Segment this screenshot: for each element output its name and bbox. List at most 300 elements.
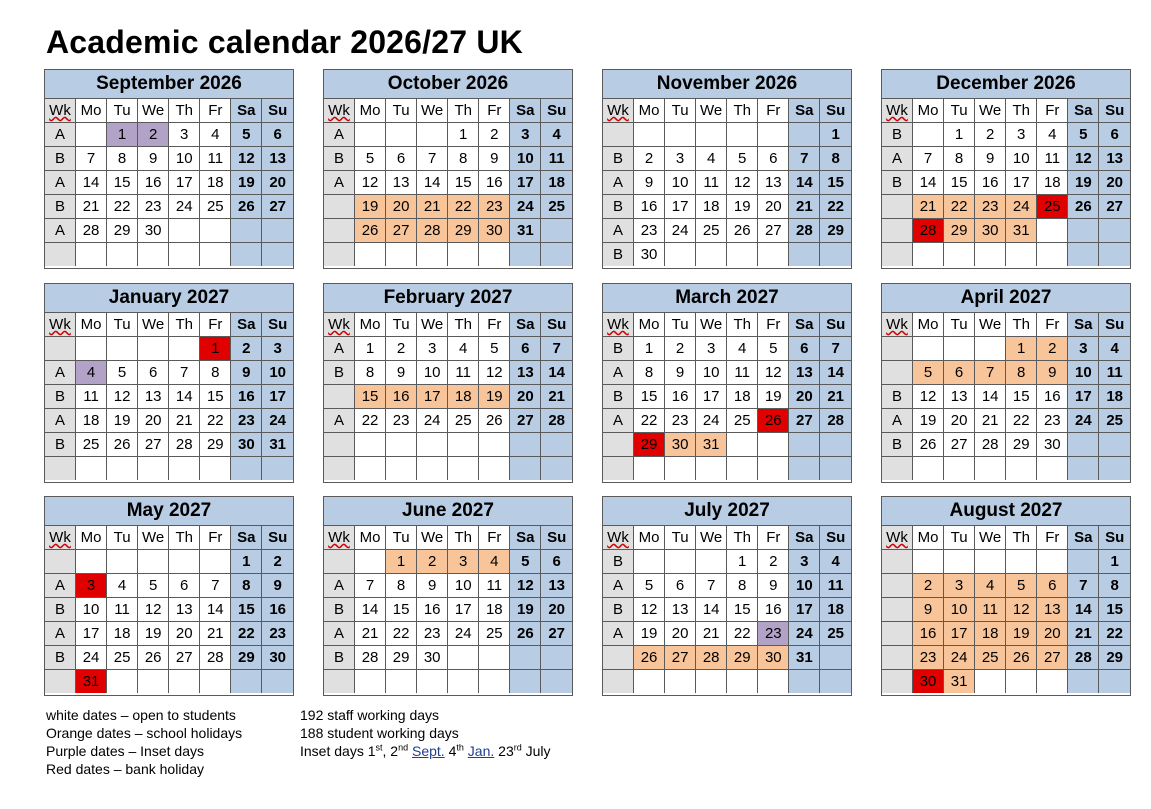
month-block	[602, 69, 852, 269]
day-cell: 21	[417, 195, 448, 219]
day-cell	[479, 457, 510, 481]
weekday-header: Th	[727, 526, 758, 550]
day-cell: 19	[107, 409, 138, 433]
week-row	[882, 147, 1130, 171]
legend-purple: Purple dates – Inset days	[46, 743, 204, 759]
week-type: A	[603, 409, 634, 433]
day-cell: 3	[76, 574, 107, 598]
weekday-header: Su	[262, 313, 293, 337]
day-cell: 18	[1099, 385, 1130, 409]
day-cell	[727, 243, 758, 267]
week-type: B	[882, 385, 913, 409]
legend-orange: Orange dates – school holidays	[46, 725, 243, 741]
day-cell: 6	[758, 147, 789, 171]
day-cell: 27	[1099, 195, 1130, 219]
week-row	[882, 361, 1130, 385]
month-title: October 2026	[324, 70, 572, 99]
day-cell	[1037, 550, 1068, 574]
day-cell: 8	[727, 574, 758, 598]
day-cell: 23	[262, 622, 293, 646]
day-cell: 9	[262, 574, 293, 598]
day-cell: 23	[1037, 409, 1068, 433]
day-cell: 29	[386, 646, 417, 670]
day-cell	[448, 646, 479, 670]
week-row	[882, 433, 1130, 457]
day-cell: 1	[200, 337, 231, 361]
day-cell: 25	[1037, 195, 1068, 219]
weekday-header: Fr	[200, 99, 231, 123]
week-row	[603, 171, 851, 195]
day-cell: 9	[1037, 361, 1068, 385]
week-row	[882, 195, 1130, 219]
day-cell: 11	[200, 147, 231, 171]
weekday-header: We	[138, 313, 169, 337]
weekday-header: Mo	[634, 313, 665, 337]
day-cell: 12	[107, 385, 138, 409]
week-type	[324, 550, 355, 574]
day-cell: 21	[820, 385, 851, 409]
day-cell: 8	[355, 361, 386, 385]
weekday-header: Fr	[758, 526, 789, 550]
legend-white: white dates – open to students	[46, 707, 236, 723]
student-working-days: 188 student working days	[300, 725, 459, 741]
day-cell: 16	[975, 171, 1006, 195]
day-cell	[1037, 243, 1068, 267]
week-row	[882, 670, 1130, 694]
day-cell: 27	[169, 646, 200, 670]
day-cell: 16	[479, 171, 510, 195]
weekday-header: Fr	[200, 526, 231, 550]
day-cell	[479, 433, 510, 457]
day-cell: 8	[944, 147, 975, 171]
week-row	[324, 409, 572, 433]
week-type	[603, 457, 634, 481]
weekday-header	[324, 526, 355, 550]
inset-sept: Sept.	[412, 743, 445, 759]
day-cell	[417, 243, 448, 267]
day-cell: 30	[1037, 433, 1068, 457]
week-type: B	[45, 598, 76, 622]
week-row	[603, 195, 851, 219]
weekday-header: We	[975, 526, 1006, 550]
week-type: B	[603, 195, 634, 219]
day-cell	[665, 243, 696, 267]
day-cell	[417, 457, 448, 481]
day-cell	[510, 243, 541, 267]
day-cell	[665, 550, 696, 574]
week-row	[324, 147, 572, 171]
day-cell: 12	[510, 574, 541, 598]
day-cell: 30	[758, 646, 789, 670]
weekday-header: We	[138, 99, 169, 123]
day-cell	[1037, 457, 1068, 481]
weekday-header: Su	[1099, 313, 1130, 337]
day-cell	[1068, 457, 1099, 481]
day-cell: 13	[665, 598, 696, 622]
weekday-header	[603, 526, 634, 550]
day-cell: 21	[541, 385, 572, 409]
weekday-header: We	[417, 99, 448, 123]
day-cell: 24	[169, 195, 200, 219]
day-cell	[696, 243, 727, 267]
day-cell: 23	[138, 195, 169, 219]
day-cell: 19	[231, 171, 262, 195]
day-cell: 25	[76, 433, 107, 457]
weekday-header: Tu	[386, 99, 417, 123]
day-cell: 22	[107, 195, 138, 219]
week-row	[45, 147, 293, 171]
day-cell	[1006, 670, 1037, 694]
weekday-header	[45, 526, 76, 550]
week-type: B	[45, 195, 76, 219]
day-cell: 2	[913, 574, 944, 598]
day-cell: 13	[169, 598, 200, 622]
day-cell	[169, 243, 200, 267]
day-cell: 18	[541, 171, 572, 195]
weekday-header-row	[603, 99, 851, 123]
day-cell	[262, 670, 293, 694]
week-type: B	[45, 433, 76, 457]
weekday-header: Mo	[634, 99, 665, 123]
day-cell: 6	[1099, 123, 1130, 147]
day-cell: 4	[76, 361, 107, 385]
day-cell: 21	[1068, 622, 1099, 646]
day-cell: 5	[1068, 123, 1099, 147]
day-cell: 27	[138, 433, 169, 457]
day-cell	[169, 337, 200, 361]
day-cell	[696, 457, 727, 481]
day-cell: 29	[448, 219, 479, 243]
day-cell: 26	[758, 409, 789, 433]
week-type	[324, 243, 355, 267]
day-cell: 22	[231, 622, 262, 646]
week-type: A	[324, 123, 355, 147]
inset-text: July	[521, 743, 551, 759]
day-cell: 7	[417, 147, 448, 171]
day-cell	[975, 670, 1006, 694]
day-cell: 26	[138, 646, 169, 670]
day-cell: 5	[138, 574, 169, 598]
weekday-header: Tu	[107, 526, 138, 550]
weekday-header: Tu	[386, 313, 417, 337]
day-cell: 7	[200, 574, 231, 598]
day-cell	[665, 670, 696, 694]
day-cell: 29	[200, 433, 231, 457]
day-cell: 3	[1068, 337, 1099, 361]
day-cell: 31	[76, 670, 107, 694]
day-cell: 17	[665, 195, 696, 219]
week-type: B	[882, 171, 913, 195]
day-cell: 15	[634, 385, 665, 409]
day-cell: 3	[417, 337, 448, 361]
day-cell: 17	[510, 171, 541, 195]
day-cell: 8	[200, 361, 231, 385]
day-cell: 26	[107, 433, 138, 457]
week-type: B	[603, 385, 634, 409]
month-title: March 2027	[603, 284, 851, 313]
day-cell	[1006, 550, 1037, 574]
day-cell: 16	[913, 622, 944, 646]
day-cell	[913, 550, 944, 574]
month-title: January 2027	[45, 284, 293, 313]
weekday-header	[603, 99, 634, 123]
day-cell: 4	[541, 123, 572, 147]
week-type: B	[45, 147, 76, 171]
day-cell: 29	[231, 646, 262, 670]
weekday-header-row	[603, 526, 851, 550]
day-cell: 26	[355, 219, 386, 243]
day-cell	[1068, 243, 1099, 267]
day-cell: 9	[479, 147, 510, 171]
day-cell: 21	[789, 195, 820, 219]
day-cell: 20	[1037, 622, 1068, 646]
day-cell: 24	[417, 409, 448, 433]
inset-sup: th	[456, 742, 464, 753]
month-block	[602, 283, 852, 483]
day-cell: 7	[913, 147, 944, 171]
day-cell	[479, 670, 510, 694]
month-table	[324, 313, 572, 480]
day-cell: 10	[1068, 361, 1099, 385]
week-row	[45, 385, 293, 409]
week-type: B	[603, 550, 634, 574]
weekday-header-row	[324, 313, 572, 337]
day-cell	[138, 337, 169, 361]
day-cell: 20	[758, 195, 789, 219]
day-cell: 8	[386, 574, 417, 598]
day-cell	[231, 457, 262, 481]
day-cell: 16	[758, 598, 789, 622]
weekday-header: Fr	[758, 313, 789, 337]
day-cell: 11	[541, 147, 572, 171]
day-cell	[944, 337, 975, 361]
day-cell: 6	[789, 337, 820, 361]
month-title: May 2027	[45, 497, 293, 526]
day-cell: 22	[200, 409, 231, 433]
weekday-header: Su	[820, 313, 851, 337]
weekday-header: Su	[820, 526, 851, 550]
week-type	[45, 243, 76, 267]
week-row	[45, 361, 293, 385]
day-cell: 15	[727, 598, 758, 622]
week-row	[882, 574, 1130, 598]
day-cell	[1037, 670, 1068, 694]
weekday-header	[324, 99, 355, 123]
day-cell: 26	[1068, 195, 1099, 219]
day-cell: 16	[386, 385, 417, 409]
day-cell: 25	[727, 409, 758, 433]
day-cell: 10	[665, 171, 696, 195]
day-cell	[386, 433, 417, 457]
day-cell	[355, 243, 386, 267]
day-cell: 13	[1099, 147, 1130, 171]
day-cell: 10	[417, 361, 448, 385]
week-row	[324, 195, 572, 219]
day-cell: 19	[138, 622, 169, 646]
week-row	[603, 409, 851, 433]
day-cell	[479, 646, 510, 670]
day-cell: 5	[510, 550, 541, 574]
day-cell	[634, 457, 665, 481]
day-cell: 24	[1068, 409, 1099, 433]
week-type: A	[45, 123, 76, 147]
day-cell: 5	[758, 337, 789, 361]
day-cell: 22	[727, 622, 758, 646]
day-cell: 23	[975, 195, 1006, 219]
day-cell: 14	[696, 598, 727, 622]
day-cell	[820, 433, 851, 457]
day-cell	[1099, 670, 1130, 694]
month-block	[602, 496, 852, 696]
day-cell: 4	[448, 337, 479, 361]
week-type: A	[45, 171, 76, 195]
day-cell	[107, 670, 138, 694]
day-cell	[510, 646, 541, 670]
month-block	[44, 496, 294, 696]
day-cell: 27	[541, 622, 572, 646]
week-type	[324, 195, 355, 219]
day-cell: 11	[107, 598, 138, 622]
day-cell: 5	[355, 147, 386, 171]
day-cell	[789, 123, 820, 147]
week-row	[603, 123, 851, 147]
day-cell	[138, 457, 169, 481]
day-cell: 28	[76, 219, 107, 243]
weekday-header: Sa	[231, 313, 262, 337]
day-cell: 5	[913, 361, 944, 385]
weekday-header: Fr	[479, 526, 510, 550]
weekday-header: Sa	[1068, 99, 1099, 123]
weekday-header: Fr	[1037, 526, 1068, 550]
day-cell: 20	[262, 171, 293, 195]
day-cell: 14	[1068, 598, 1099, 622]
week-type: B	[324, 646, 355, 670]
day-cell	[634, 550, 665, 574]
day-cell	[417, 433, 448, 457]
day-cell	[231, 219, 262, 243]
day-cell: 9	[913, 598, 944, 622]
day-cell: 28	[975, 433, 1006, 457]
day-cell: 29	[634, 433, 665, 457]
day-cell: 11	[696, 171, 727, 195]
day-cell: 16	[634, 195, 665, 219]
day-cell	[510, 670, 541, 694]
weekday-header: Fr	[1037, 99, 1068, 123]
inset-sup: nd	[398, 742, 409, 753]
week-type	[882, 550, 913, 574]
week-type: A	[603, 171, 634, 195]
day-cell: 15	[944, 171, 975, 195]
day-cell	[789, 243, 820, 267]
weekday-header-row	[324, 526, 572, 550]
day-cell: 23	[913, 646, 944, 670]
day-cell	[1068, 550, 1099, 574]
day-cell: 27	[510, 409, 541, 433]
day-cell: 26	[1006, 646, 1037, 670]
weekday-header: We	[975, 313, 1006, 337]
day-cell: 12	[231, 147, 262, 171]
day-cell: 6	[541, 550, 572, 574]
day-cell: 13	[1037, 598, 1068, 622]
day-cell: 8	[231, 574, 262, 598]
day-cell: 25	[820, 622, 851, 646]
day-cell: 2	[417, 550, 448, 574]
weekday-header: Fr	[479, 313, 510, 337]
day-cell: 29	[1006, 433, 1037, 457]
week-row	[882, 219, 1130, 243]
month-title: November 2026	[603, 70, 851, 99]
day-cell	[169, 219, 200, 243]
day-cell	[386, 243, 417, 267]
day-cell	[541, 243, 572, 267]
day-cell: 31	[1006, 219, 1037, 243]
day-cell: 28	[355, 646, 386, 670]
inset-days-note	[300, 742, 551, 760]
weekday-header: Mo	[355, 99, 386, 123]
day-cell: 2	[231, 337, 262, 361]
weekday-header: Su	[262, 99, 293, 123]
weekday-header-row	[45, 313, 293, 337]
day-cell	[1068, 433, 1099, 457]
month-block	[881, 283, 1131, 483]
day-cell	[355, 457, 386, 481]
week-type: A	[882, 409, 913, 433]
weekday-header-row	[882, 313, 1130, 337]
day-cell: 3	[789, 550, 820, 574]
day-cell	[76, 337, 107, 361]
day-cell: 30	[262, 646, 293, 670]
day-cell	[727, 433, 758, 457]
week-row	[324, 361, 572, 385]
week-type	[324, 457, 355, 481]
week-row	[45, 574, 293, 598]
week-type: A	[45, 219, 76, 243]
day-cell: 25	[107, 646, 138, 670]
week-label: Wk	[607, 102, 629, 119]
month-block	[44, 283, 294, 483]
day-cell: 22	[1099, 622, 1130, 646]
week-type: A	[603, 622, 634, 646]
weekday-header-row	[45, 99, 293, 123]
week-row	[603, 147, 851, 171]
day-cell: 22	[1006, 409, 1037, 433]
weekday-header: We	[138, 526, 169, 550]
weekday-header: Sa	[789, 99, 820, 123]
day-cell	[169, 457, 200, 481]
day-cell	[758, 433, 789, 457]
day-cell: 6	[169, 574, 200, 598]
day-cell: 3	[510, 123, 541, 147]
day-cell: 27	[789, 409, 820, 433]
weekday-header: Fr	[200, 313, 231, 337]
day-cell	[138, 550, 169, 574]
week-type	[45, 457, 76, 481]
month-title: December 2026	[882, 70, 1130, 99]
day-cell	[541, 219, 572, 243]
day-cell: 8	[634, 361, 665, 385]
week-label: Wk	[607, 316, 629, 333]
day-cell: 7	[355, 574, 386, 598]
day-cell: 24	[76, 646, 107, 670]
month-table	[45, 313, 293, 480]
day-cell	[820, 670, 851, 694]
weekday-header	[882, 99, 913, 123]
weekday-header	[603, 313, 634, 337]
day-cell	[541, 646, 572, 670]
day-cell: 27	[944, 433, 975, 457]
weekday-header: We	[417, 526, 448, 550]
working-days-summary	[300, 706, 551, 760]
